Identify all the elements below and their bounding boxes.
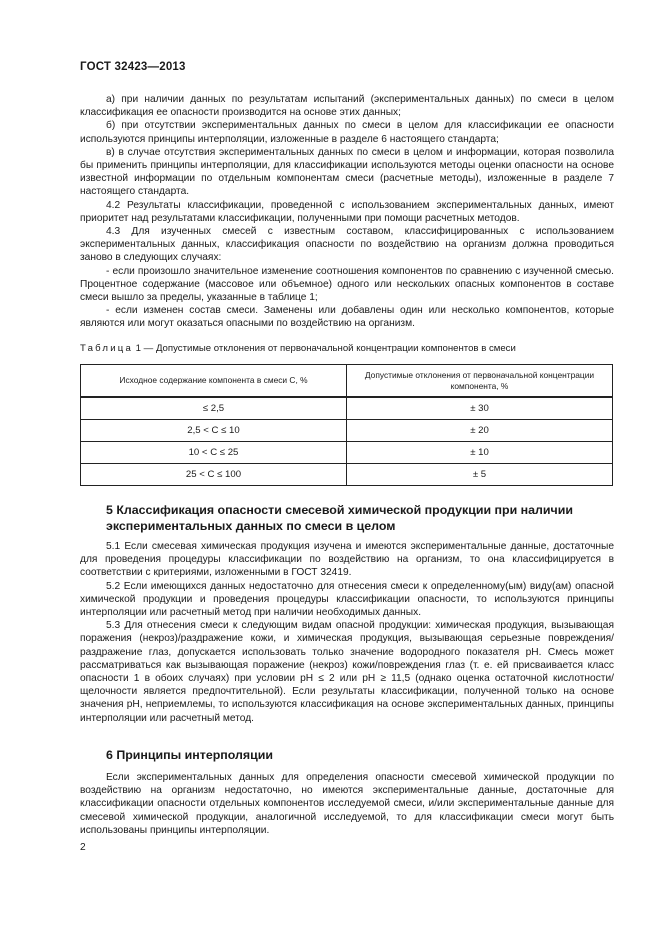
table-cell-range: 2,5 < C ≤ 10	[81, 420, 347, 442]
paragraph: Если экспериментальных данных для определения опасности смесевой химической продукции по воздействию на организм недостаточно, но имеются экспериментальные данные, достаточные для классификации опасности отдельных компонентов исследуемой смеси, и/или экспериментальные данные для смесевой химической продукции, аналогичной исследуемой, то для классификации смеси могут быть использованы принципы интерполяции.	[80, 772, 614, 836]
page-number: 2	[80, 842, 86, 853]
table-row	[81, 397, 613, 420]
table-cell-range: ≤ 2,5	[81, 397, 347, 420]
table-label: Таблица	[80, 343, 134, 354]
paragraph: - если произошло значительное изменение соотношения компонентов по сравнению с изученной смесью. Процентное содержание (массовое или объемное) одного или нескольких опасных компонентов в составе смеси вышло за пределы, указанные в таблице 1;	[80, 265, 614, 304]
intro-section	[80, 93, 614, 331]
table-row	[81, 464, 613, 486]
table-cell-deviation: ± 5	[347, 464, 613, 486]
table-caption	[80, 343, 614, 355]
paragraph: 5.3 Для отнесения смеси к следующим видам опасной продукции: химическая продукция, вызывающая поражения (некроз)/раздражение кожи, и химическая продукция, вызывающая серьезные повреждения/раздражение глаз, допускается использовать только значение водородного показателя pH. Смесь может рассматриваться как вызывающая поражение (некроз) кожи/повреждения глаз (т. е. ей присваивается класс опасности 1 в обоих случаях) при условии pH ≤ 2 или pH ≥ 11,5 (однако оценка остаточной кислотности/щелочности является предпочтительной). Если результаты классификации, полученной только на основе значения pH, неприемлемы, то используются классификация на основе экспериментальных данных, принципы интерполяции или расчетный метод.	[80, 620, 614, 724]
paragraph: а) при наличии данных по результатам испытаний (экспериментальных данных) по смеси в целом классификация ее опасности производится на основе этих данных;	[80, 94, 614, 119]
table-cell-deviation: ± 30	[347, 397, 613, 420]
section-5-heading: 5 Классификация опасности смесевой химической продукции при наличии экспериментальных данных по смеси в целом	[106, 503, 573, 533]
table-header-content: Исходное содержание компонента в смеси C, %	[81, 365, 347, 398]
paragraph: - если изменен состав смеси. Заменены или добавлены один или несколько компонентов, которые являются или могут оказаться опасными по воздействию на организм.	[80, 305, 614, 330]
section-6-heading: 6 Принципы интерполяции	[106, 748, 273, 762]
table-cell-deviation: ± 20	[347, 420, 613, 442]
table-header-deviation: Допустимые отклонения от первоначальной концентрации компонента, %	[347, 365, 613, 398]
table-cell-range: 10 < C ≤ 25	[81, 442, 347, 464]
paragraph: в) в случае отсутствия экспериментальных данных по смеси в целом и информации, которая позволила бы применить принципы интерполяции, для классификации используются методы оценки опасности на основе известной информации по отдельным компонентам смеси (расчетные методы), изложенные в разделе 7 настоящего стандарта.	[80, 146, 614, 198]
paragraph: 4.3 Для изученных смесей с известным составом, классифицированных с использованием экспериментальных данных, классификация опасности по воздействию на организм должна проводиться заново в следующих случаях:	[80, 226, 614, 264]
table-caption-text: 1 — Допустимые отклонения от первоначальной концентрации компонентов в смеси	[133, 343, 516, 354]
table-row	[81, 420, 613, 442]
section-6-body	[80, 771, 614, 837]
paragraph: 5.2 Если имеющихся данных недостаточно для отнесения смеси к определенному(ым) виду(ам) опасной химической продукции и проведения процедуры классификации опасности, то используются принципы интерполяции или расчетный метод при наличии необходимых данных.	[80, 580, 614, 619]
table-cell-range: 25 < C ≤ 100	[81, 464, 347, 486]
paragraph: 5.1 Если смесевая химическая продукция изучена и имеются экспериментальные данные, достаточные для проведения процедуры классификации по воздействию на организм, то она классифицируется в соответствии с критериями, изложенными в ГОСТ 32419.	[80, 541, 614, 579]
document-header: ГОСТ 32423—2013	[80, 61, 186, 73]
table-cell-deviation: ± 10	[347, 442, 613, 464]
paragraph: 4.2 Результаты классификации, проведенной с использованием экспериментальных данных, имеют приоритет над результатами классификации, полученными при помощи расчетных методов.	[80, 199, 614, 224]
paragraph: б) при отсутствии экспериментальных данных по смеси в целом для классификации ее опасности используются принципы интерполяции, изложенные в разделе 6 настоящего стандарта;	[80, 120, 614, 145]
table-row	[81, 442, 613, 464]
section-5-body	[80, 540, 614, 725]
deviation-table	[80, 364, 613, 486]
